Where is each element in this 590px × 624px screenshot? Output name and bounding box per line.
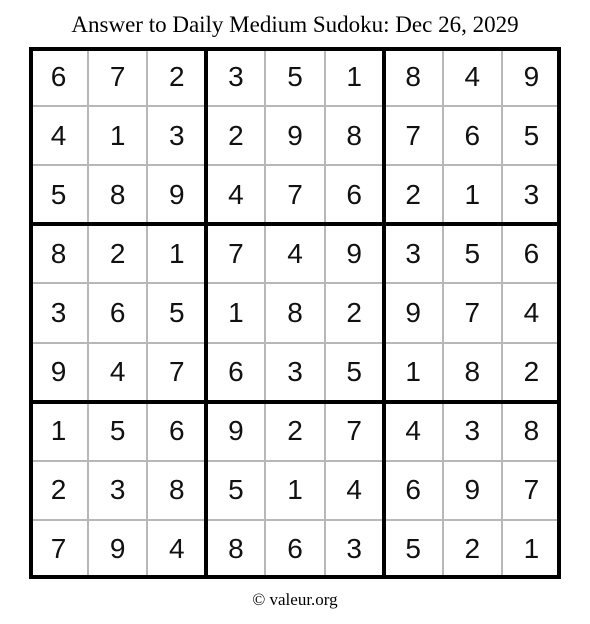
- sudoku-cell-r9-c4: 8: [228, 533, 244, 565]
- sudoku-cell-r5-c9: 4: [523, 296, 540, 328]
- sudoku-cell-r5-c3: 5: [168, 296, 185, 328]
- sudoku-cell-r2-c9: 5: [523, 119, 540, 151]
- sudoku-cell-r1-c3: 2: [168, 60, 185, 92]
- cell-divider-vertical: [442, 47, 444, 579]
- sudoku-cell-r1-c8: 4: [464, 60, 481, 92]
- sudoku-cell-r9-c5: 6: [287, 533, 303, 565]
- sudoku-cell-r6-c2: 4: [109, 356, 126, 388]
- box-divider-horizontal: [29, 47, 561, 51]
- sudoku-cell-r2-c3: 3: [168, 119, 185, 151]
- box-divider-horizontal: [29, 400, 561, 404]
- sudoku-cell-r1-c1: 6: [50, 60, 67, 92]
- sudoku-cell-r1-c9: 9: [523, 60, 540, 92]
- cell-divider-horizontal: [29, 519, 561, 521]
- sudoku-cell-r4-c7: 3: [405, 237, 421, 269]
- page-title: Answer to Daily Medium Sudoku: Dec 26, 2029: [71, 12, 519, 37]
- sudoku-cell-r9-c6: 3: [346, 533, 362, 565]
- sudoku-cell-r5-c4: 1: [228, 296, 244, 328]
- sudoku-cell-r8-c3: 8: [168, 474, 185, 506]
- cell-divider-vertical: [146, 47, 148, 579]
- sudoku-cell-r1-c4: 3: [228, 60, 244, 92]
- sudoku-cell-r1-c6: 1: [346, 60, 362, 92]
- sudoku-cell-r9-c9: 1: [523, 533, 540, 565]
- sudoku-cell-r3-c1: 5: [50, 178, 67, 210]
- sudoku-cell-r4-c5: 4: [287, 237, 303, 269]
- sudoku-cell-r2-c4: 2: [228, 119, 244, 151]
- sudoku-cell-r4-c9: 6: [523, 237, 540, 269]
- sudoku-cell-r5-c6: 2: [346, 296, 362, 328]
- sudoku-cell-r5-c1: 3: [50, 296, 67, 328]
- cell-divider-horizontal: [29, 164, 561, 166]
- sudoku-cell-r7-c5: 2: [287, 415, 303, 447]
- sudoku-cell-r7-c4: 9: [228, 415, 244, 447]
- sudoku-cell-r4-c8: 5: [464, 237, 481, 269]
- sudoku-cell-r7-c7: 4: [405, 415, 421, 447]
- sudoku-cell-r5-c2: 6: [109, 296, 126, 328]
- box-divider-vertical: [29, 47, 33, 579]
- cell-divider-horizontal: [29, 460, 561, 462]
- sudoku-cell-r4-c4: 7: [228, 237, 244, 269]
- sudoku-cell-r3-c4: 4: [228, 178, 244, 210]
- sudoku-board: [29, 47, 561, 579]
- sudoku-cell-r1-c5: 5: [287, 60, 303, 92]
- sudoku-cell-r9-c2: 9: [109, 533, 126, 565]
- sudoku-cell-r5-c8: 7: [464, 296, 481, 328]
- sudoku-cell-r6-c3: 7: [168, 356, 185, 388]
- box-divider-horizontal: [29, 575, 561, 579]
- sudoku-cell-r7-c9: 8: [523, 415, 540, 447]
- sudoku-cell-r9-c1: 7: [50, 533, 67, 565]
- sudoku-cell-r9-c3: 4: [168, 533, 185, 565]
- sudoku-cell-r3-c5: 7: [287, 178, 303, 210]
- sudoku-cell-r4-c2: 2: [109, 237, 126, 269]
- sudoku-cell-r3-c3: 9: [168, 178, 185, 210]
- sudoku-cell-r8-c9: 7: [523, 474, 540, 506]
- copyright-footer: © valeur.org: [252, 590, 338, 609]
- sudoku-cell-r6-c4: 6: [228, 356, 244, 388]
- sudoku-cell-r8-c4: 5: [228, 474, 244, 506]
- sudoku-cell-r6-c8: 8: [464, 356, 481, 388]
- sudoku-cell-r7-c1: 1: [50, 415, 67, 447]
- box-divider-vertical: [204, 47, 208, 579]
- cell-divider-horizontal: [29, 342, 561, 344]
- box-divider-vertical: [382, 47, 386, 579]
- sudoku-cell-r7-c6: 7: [346, 415, 362, 447]
- sudoku-cell-r8-c8: 9: [464, 474, 481, 506]
- sudoku-cell-r7-c3: 6: [168, 415, 185, 447]
- box-divider-horizontal: [29, 222, 561, 226]
- sudoku-cell-r6-c1: 9: [50, 356, 67, 388]
- sudoku-cell-r2-c1: 4: [50, 119, 67, 151]
- sudoku-cell-r8-c6: 4: [346, 474, 362, 506]
- sudoku-cell-r8-c1: 2: [50, 474, 67, 506]
- cell-divider-horizontal: [29, 105, 561, 107]
- sudoku-cell-r3-c9: 3: [523, 178, 540, 210]
- sudoku-cell-r9-c7: 5: [405, 533, 421, 565]
- sudoku-cell-r6-c5: 3: [287, 356, 303, 388]
- sudoku-cell-r4-c3: 1: [168, 237, 185, 269]
- sudoku-cell-r2-c8: 6: [464, 119, 481, 151]
- sudoku-cell-r5-c5: 8: [287, 296, 303, 328]
- cell-divider-vertical: [324, 47, 326, 579]
- sudoku-cell-r2-c5: 9: [287, 119, 303, 151]
- sudoku-cell-r1-c2: 7: [109, 60, 126, 92]
- sudoku-cell-r3-c6: 6: [346, 178, 362, 210]
- sudoku-cell-r2-c6: 8: [346, 119, 362, 151]
- cell-divider-vertical: [501, 47, 503, 579]
- box-divider-vertical: [557, 47, 561, 579]
- sudoku-cell-r8-c7: 6: [405, 474, 421, 506]
- sudoku-cell-r8-c2: 3: [109, 474, 126, 506]
- sudoku-cell-r7-c8: 3: [464, 415, 481, 447]
- sudoku-cell-r6-c9: 2: [523, 356, 540, 388]
- sudoku-cell-r8-c5: 1: [287, 474, 303, 506]
- cell-divider-vertical: [87, 47, 89, 579]
- cell-divider-vertical: [264, 47, 266, 579]
- sudoku-cell-r7-c2: 5: [109, 415, 126, 447]
- sudoku-cell-r5-c7: 9: [405, 296, 421, 328]
- sudoku-cell-r3-c2: 8: [109, 178, 126, 210]
- sudoku-cell-r2-c2: 1: [109, 119, 126, 151]
- sudoku-cell-r3-c8: 1: [464, 178, 481, 210]
- sudoku-cell-r6-c6: 5: [346, 356, 362, 388]
- sudoku-cell-r4-c1: 8: [50, 237, 67, 269]
- sudoku-cell-r4-c6: 9: [346, 237, 362, 269]
- sudoku-cell-r1-c7: 8: [405, 60, 421, 92]
- sudoku-cell-r2-c7: 7: [405, 119, 421, 151]
- sudoku-cell-r6-c7: 1: [405, 356, 421, 388]
- sudoku-cell-r9-c8: 2: [464, 533, 481, 565]
- cell-divider-horizontal: [29, 282, 561, 284]
- sudoku-cell-r3-c7: 2: [405, 178, 421, 210]
